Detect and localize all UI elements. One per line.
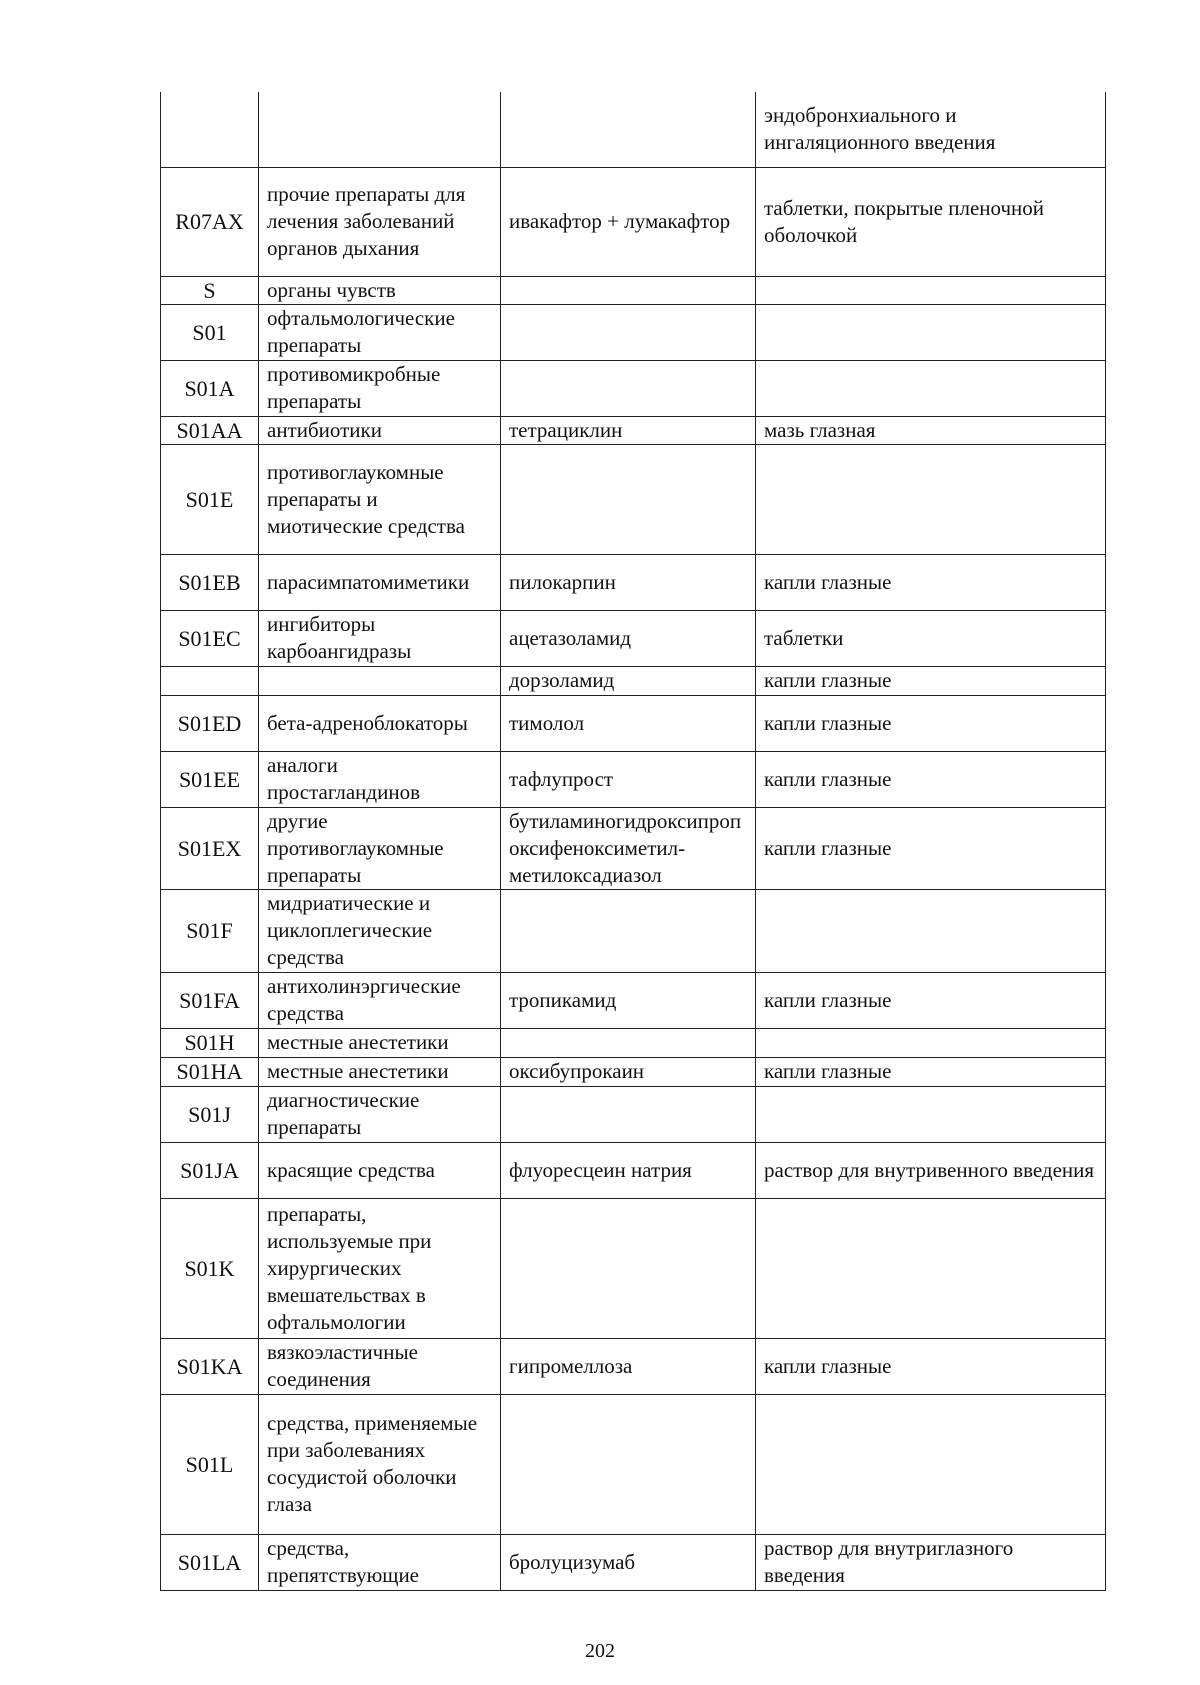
table-row [161, 1338, 1106, 1394]
dosage-form-cell: капли глазные [756, 807, 1106, 889]
drug-name-cell: тимолол [501, 695, 756, 751]
dosage-form-cell [756, 444, 1106, 554]
pharmacological-group-cell: прочие препараты для лечения заболеваний органов дыхания [259, 167, 501, 276]
pharmacological-group-cell: антибиотики [259, 416, 501, 444]
dosage-form-cell: капли глазные [756, 751, 1106, 807]
table-row [161, 1057, 1106, 1086]
page-number: 202 [585, 1640, 615, 1662]
pharmacological-group-cell: мидриатические и циклоплегические средства [259, 889, 501, 972]
table-row [161, 1394, 1106, 1534]
drug-name-cell [501, 1028, 756, 1057]
drug-name-cell: пилокарпин [501, 554, 756, 610]
drug-name-cell: дорзоламид [501, 666, 756, 695]
table-row [161, 1534, 1106, 1590]
table-row [161, 1142, 1106, 1198]
drug-name-cell [501, 360, 756, 416]
drug-name-cell: оксибупрокаин [501, 1057, 756, 1086]
dosage-form-cell: капли глазные [756, 695, 1106, 751]
table-row [161, 1086, 1106, 1142]
dosage-form-cell [756, 1394, 1106, 1534]
atc-code-cell: S01EC [161, 610, 259, 666]
pharmacological-group-cell [259, 666, 501, 695]
drug-name-cell: ивакафтор + лумакафтор [501, 167, 756, 276]
table-row [161, 610, 1106, 666]
pharmacological-group-cell: ингибиторы карбоангидразы [259, 610, 501, 666]
drug-name-cell [501, 1086, 756, 1142]
pharmacological-group-cell: другие противоглаукомные препараты [259, 807, 501, 889]
pharmacological-group-cell [259, 92, 501, 167]
dosage-form-cell [756, 889, 1106, 972]
atc-code-cell: S01A [161, 360, 259, 416]
table-row [161, 972, 1106, 1028]
drug-name-cell: бутиламиногидроксипропоксифеноксиметил-метилоксадиазол [501, 807, 756, 889]
atc-code-cell: S01H [161, 1028, 259, 1057]
drug-name-cell: флуоресцеин натрия [501, 1142, 756, 1198]
dosage-form-cell: эндобронхиального и ингаляционного введения [756, 92, 1106, 167]
atc-code-cell: S01KA [161, 1338, 259, 1394]
drug-list-table [160, 92, 1106, 1591]
dosage-form-cell: капли глазные [756, 554, 1106, 610]
pharmacological-group-cell: препараты, используемые при хирургических вмешательствах в офтальмологии [259, 1198, 501, 1338]
drug-name-cell [501, 276, 756, 304]
atc-code-cell [161, 92, 259, 167]
dosage-form-cell [756, 304, 1106, 360]
table-row [161, 889, 1106, 972]
table-row [161, 554, 1106, 610]
pharmacological-group-cell: вязкоэластичные соединения [259, 1338, 501, 1394]
table-row [161, 92, 1106, 167]
drug-name-cell [501, 1198, 756, 1338]
table-row [161, 695, 1106, 751]
dosage-form-cell [756, 1028, 1106, 1057]
table-row [161, 751, 1106, 807]
atc-code-cell: S [161, 276, 259, 304]
dosage-form-cell [756, 1198, 1106, 1338]
atc-code-cell: S01EB [161, 554, 259, 610]
pharmacological-group-cell: диагностические препараты [259, 1086, 501, 1142]
table-row [161, 304, 1106, 360]
atc-code-cell: S01AA [161, 416, 259, 444]
atc-code-cell: S01F [161, 889, 259, 972]
drug-name-cell [501, 304, 756, 360]
atc-code-cell: S01FA [161, 972, 259, 1028]
pharmacological-group-cell: противоглаукомные препараты и миотические средства [259, 444, 501, 554]
pharmacological-group-cell: парасимпатомиметики [259, 554, 501, 610]
atc-code-cell: S01EE [161, 751, 259, 807]
pharmacological-group-cell: органы чувств [259, 276, 501, 304]
drug-name-cell: тафлупрост [501, 751, 756, 807]
atc-code-cell: S01E [161, 444, 259, 554]
atc-code-cell: S01LA [161, 1534, 259, 1590]
table-row [161, 416, 1106, 444]
pharmacological-group-cell: местные анестетики [259, 1057, 501, 1086]
pharmacological-group-cell: противомикробные препараты [259, 360, 501, 416]
pharmacological-group-cell: местные анестетики [259, 1028, 501, 1057]
table-row [161, 1028, 1106, 1057]
drug-name-cell [501, 444, 756, 554]
pharmacological-group-cell: бета-адреноблокаторы [259, 695, 501, 751]
atc-code-cell: S01L [161, 1394, 259, 1534]
table-row [161, 666, 1106, 695]
pharmacological-group-cell: средства, применяемые при заболеваниях сосудистой оболочки глаза [259, 1394, 501, 1534]
drug-name-cell [501, 1394, 756, 1534]
drug-name-cell: ацетазоламид [501, 610, 756, 666]
table-body [161, 92, 1106, 1590]
drug-name-cell [501, 889, 756, 972]
dosage-form-cell: мазь глазная [756, 416, 1106, 444]
atc-code-cell: S01J [161, 1086, 259, 1142]
dosage-form-cell [756, 1086, 1106, 1142]
dosage-form-cell: капли глазные [756, 1338, 1106, 1394]
dosage-form-cell: капли глазные [756, 666, 1106, 695]
atc-code-cell: R07AX [161, 167, 259, 276]
atc-code-cell: S01HA [161, 1057, 259, 1086]
drug-name-cell: бролуцизумаб [501, 1534, 756, 1590]
dosage-form-cell [756, 360, 1106, 416]
atc-code-cell: S01 [161, 304, 259, 360]
dosage-form-cell: капли глазные [756, 972, 1106, 1028]
atc-code-cell: S01ED [161, 695, 259, 751]
table-row [161, 167, 1106, 276]
table-row [161, 1198, 1106, 1338]
dosage-form-cell: раствор для внутривенного введения [756, 1142, 1106, 1198]
pharmacological-group-cell: офтальмологические препараты [259, 304, 501, 360]
dosage-form-cell: капли глазные [756, 1057, 1106, 1086]
dosage-form-cell: таблетки, покрытые пленочной оболочкой [756, 167, 1106, 276]
dosage-form-cell: таблетки [756, 610, 1106, 666]
drug-name-cell: гипромеллоза [501, 1338, 756, 1394]
atc-code-cell: S01JA [161, 1142, 259, 1198]
dosage-form-cell [756, 276, 1106, 304]
pharmacological-group-cell: антихолинэргические средства [259, 972, 501, 1028]
drug-name-cell: тетрациклин [501, 416, 756, 444]
drug-name-cell [501, 92, 756, 167]
atc-code-cell: S01K [161, 1198, 259, 1338]
table-row [161, 444, 1106, 554]
table-row [161, 807, 1106, 889]
pharmacological-group-cell: средства, препятствующие [259, 1534, 501, 1590]
drug-name-cell: тропикамид [501, 972, 756, 1028]
pharmacological-group-cell: аналоги простагландинов [259, 751, 501, 807]
pharmacological-group-cell: красящие средства [259, 1142, 501, 1198]
table-row [161, 360, 1106, 416]
atc-code-cell [161, 666, 259, 695]
dosage-form-cell: раствор для внутриглазного введения [756, 1534, 1106, 1590]
table-row [161, 276, 1106, 304]
atc-code-cell: S01EX [161, 807, 259, 889]
